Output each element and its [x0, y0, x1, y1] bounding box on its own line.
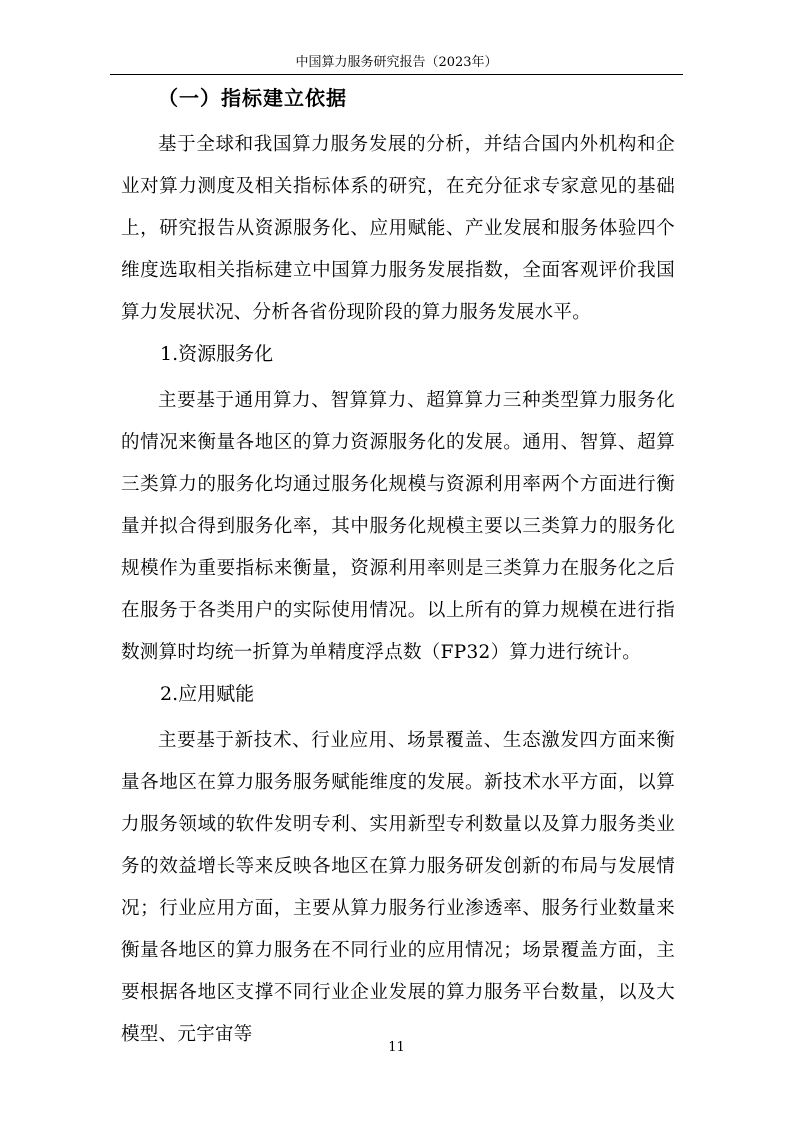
- subsection-title-resource: 1.资源服务化: [160, 343, 274, 365]
- application-paragraph: 主要基于新技术、行业应用、场景覆盖、生态激发四方面来衡量各地区在算力服务服务赋能维度的发展。新技术水平方面，以算力服务领域的软件发明专利、实用新型专利数量以及算力服务类业务的效益增长等来反映各地区在算力服务研发创新的布局与发展情况；行业应用方面，主要从算力服务行业渗透率、服务行业数量来衡量各地区的算力服务在不同行业的应用情况；场景覆盖方面，主要根据各地区支撑不同行业企业发展的算力服务平台数量，以及大模型、元宇宙等: [121, 730, 675, 1045]
- section-title: （一）指标建立依据: [158, 86, 347, 110]
- intro-paragraph: 基于全球和我国算力服务发展的分析，并结合国内外机构和企业对算力测度及相关指标体系的研究，在充分征求专家意见的基础上，研究报告从资源服务化、应用赋能、产业发展和服务体验四个维度选取相关指标建立中国算力服务发展指数，全面客观评价我国算力发展状况、分析各省份现阶段的算力服务发展水平。: [121, 134, 675, 323]
- resource-paragraph: 主要基于通用算力、智算算力、超算算力三种类型算力服务化的情况来衡量各地区的算力资源服务化的发展。通用、智算、超算三类算力的服务化均通过服务化规模与资源利用率两个方面进行衡量并拟合得到服务化率，其中服务化规模主要以三类算力的服务化规模作为重要指标来衡量，资源利用率则是三类算力在服务化之后在服务于各类用户的实际使用情况。以上所有的算力规模在进行指数测算时均统一折算为单精度浮点数（FP32）算力进行统计。: [121, 390, 675, 663]
- running-header: 中国算力服务研究报告（2023年）: [295, 55, 498, 70]
- subsection-title-application: 2.应用赋能: [160, 683, 255, 705]
- header-rule: [110, 74, 683, 75]
- page-number: 11: [388, 1040, 405, 1055]
